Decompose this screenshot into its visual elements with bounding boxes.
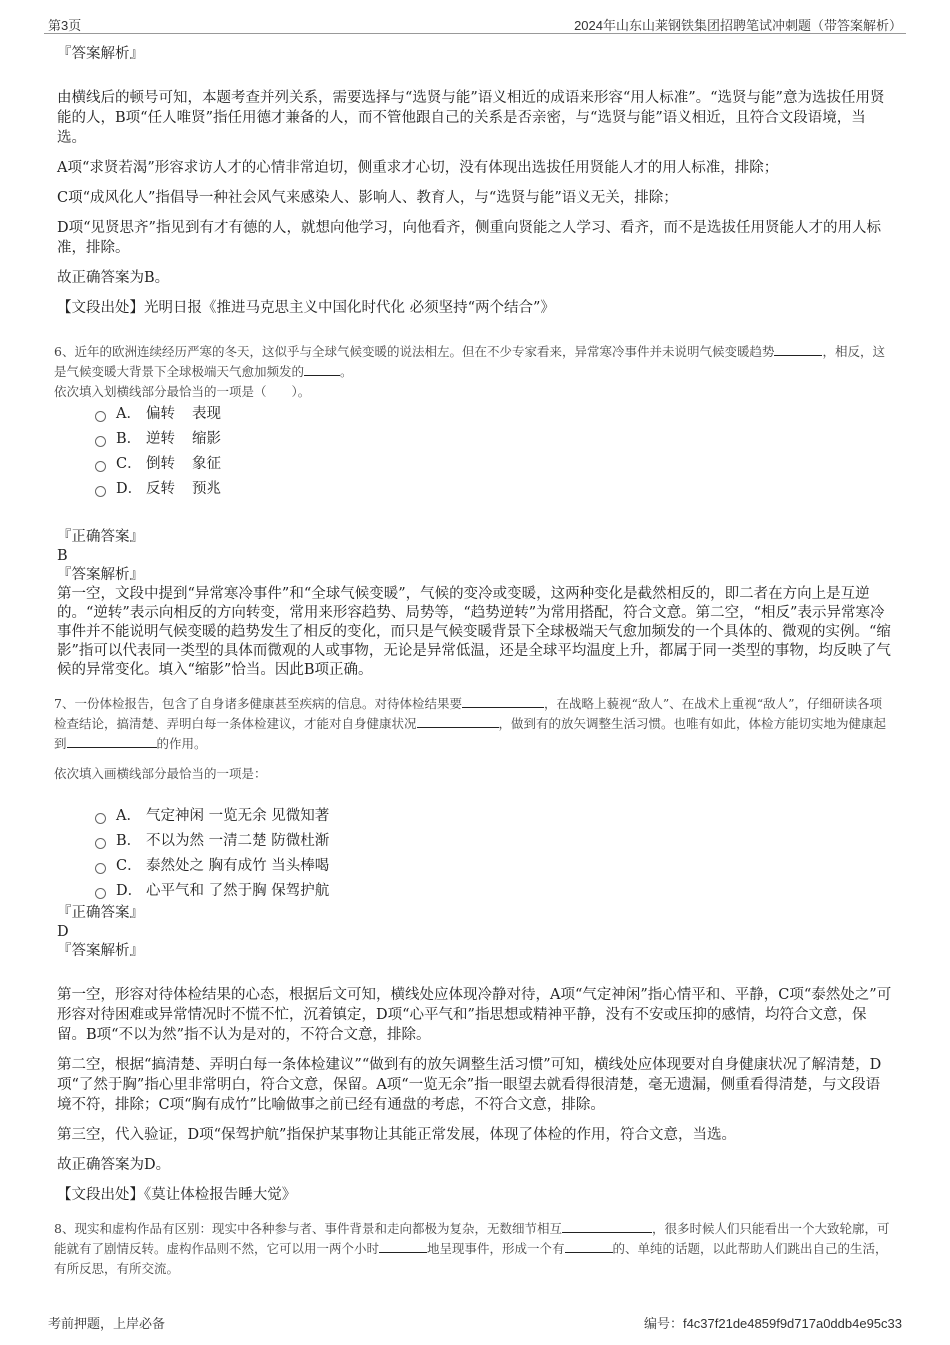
q6-correct-answer: B	[57, 548, 68, 564]
q6-options	[95, 402, 893, 502]
q6-option-d[interactable]: D． 反转 预兆	[95, 477, 893, 502]
q6-option-c[interactable]: C． 倒转 象征	[95, 452, 893, 477]
q5-analysis-p2: A项“求贤若渴”形容求访人才的心情非常迫切，侧重求才心切，没有体现出选拔任用贤能人才的用人标准，排除；	[57, 160, 779, 176]
q5-analysis-p4: D项“见贤思齐”指见到有才有德的人，就想向他学习，向他看齐，侧重向贤能之人学习、看齐，而不是选拔任用贤能人才的用人标准，排除。	[57, 220, 881, 256]
q6-analysis: 第一空，文段中提到“异常寒冷事件”和“全球气候变暖”，气候的变冷或变暖，这两种变化是截然相反的，即二者在方向上是互逆的。“逆转”表示向相反的方向转变，常用来形容趋势、局势等，“趋势逆转”为常用搭配，符合文意。第二空，“相反”表示异常寒冷事件并不能说明气候变暖的趋势发生了相反的变化，而只是气候变暖背景下全球极端天气愈加频发的一个具体的、微观的实例。“缩影”指可以代表同一类型的具体而微观的人或事物，无论是异常低温，还是全球平均温度上升，都属于同一类型的事物，均反映了气候的异常变化。填入“缩影”恰当。因此B项正确。	[57, 586, 891, 678]
radio-icon[interactable]	[95, 838, 106, 849]
q5-analysis-label: 『答案解析』	[57, 46, 144, 62]
q7-stem: 7、一份体检报告，包含了自身诸多健康甚至疾病的信息。对待体检结果要 ，在战略上藐视“敌人”、在战术上重视“敌人”，仔细研读各项检查结论，搞清楚、弄明白每一条体检建议，才能对自身健康状况 ，做到有的放矢调整生活习惯。也唯有如此，体检方能切实地为健康起到 的作用。	[54, 696, 887, 751]
q6-blank-1[interactable]	[774, 343, 822, 356]
q5-conclusion: 故正确答案为B。	[57, 270, 170, 286]
radio-icon[interactable]	[95, 461, 106, 472]
q8-blank-1[interactable]	[562, 1220, 652, 1233]
page-footer	[44, 1313, 906, 1333]
q7-blank-3[interactable]	[67, 735, 157, 748]
radio-icon[interactable]	[95, 436, 106, 447]
q7-blank-1[interactable]	[462, 695, 544, 708]
q6-blank-2[interactable]	[304, 363, 340, 376]
page-content	[54, 44, 893, 1279]
q7-option-c[interactable]: C． 泰然处之 胸有成竹 当头棒喝	[95, 854, 893, 879]
q7-correct-answer: D	[57, 924, 69, 940]
q5-analysis-p1: 由横线后的顿号可知，本题考查并列关系，需要选择与“选贤与能”语义相近的成语来形容“用人标准”。“选贤与能”意为选拔任用贤能的人，B项“任人唯贤”指任用德才兼备的人，而不管他跟自己的关系是否亲密，与“选贤与能”语义相近，且符合文段语境，当选。	[57, 90, 885, 146]
q8-stem: 8、现实和虚构作品有区别：现实中各种参与者、事件背景和走向都极为复杂，无数细节相互 ，很多时候人们只能看出一个大致轮廓，可能就有了剧情反转。虚构作品则不然，它可以用一两个小时 地呈现事件，形成一个有 的、单纯的话题，以此帮助人们跳出自己的生活，有所反思，有所交流。	[54, 1221, 890, 1276]
q7-analysis-p1: 第一空，形容对待体检结果的心态，根据后文可知，横线处应体现冷静对待，A项“气定神闲”指心情平和、平静，C项“泰然处之”可形容对待困难或异常情况时不慌不忙，沉着镇定，D项“心平气和”指思想或精神平静，没有不安或压抑的感情，均符合文意，保留。B项“不以为然”指不认为是对的，不符合文意，排除。	[57, 987, 892, 1043]
footer-slogan: 考前押题，上岸必备	[48, 1316, 166, 1331]
q7-conclusion: 故正确答案为D。	[57, 1157, 171, 1173]
radio-icon[interactable]	[95, 813, 106, 824]
page-header	[44, 13, 906, 34]
q7-blank-2[interactable]	[417, 715, 499, 728]
q7-option-a[interactable]: A． 气定神闲 一览无余 见微知著	[95, 804, 893, 829]
q6-analysis-label: 『答案解析』	[57, 567, 144, 583]
q7-instruction: 依次填入画横线部分最恰当的一项是：	[54, 766, 267, 781]
radio-icon[interactable]	[95, 486, 106, 497]
q6-option-b[interactable]: B． 逆转 缩影	[95, 427, 893, 452]
q7-options	[95, 804, 893, 904]
q6-option-a[interactable]: A． 偏转 表现	[95, 402, 893, 427]
q6-stem: 6、近年的欧洲连续经历严寒的冬天，这似乎与全球气候变暖的说法相左。但在不少专家看来，异常寒冷事件并未说明气候变暖趋势 ，相反，这是气候变暖大背景下全球极端天气愈加频发的 。	[54, 344, 885, 379]
q7-correct-label: 『正确答案』	[57, 905, 144, 921]
radio-icon[interactable]	[95, 411, 106, 422]
q5-source: 【文段出处】光明日报《推进马克思主义中国化时代化 必须坚持“两个结合”》	[57, 300, 555, 316]
q7-option-b[interactable]: B． 不以为然 一清二楚 防微杜渐	[95, 829, 893, 854]
q6-correct-label: 『正确答案』	[57, 529, 144, 545]
q8-blank-3[interactable]	[565, 1240, 613, 1253]
q7-option-d[interactable]: D． 心平气和 了然于胸 保驾护航	[95, 879, 893, 904]
q7-source: 【文段出处】《莫让体检报告睡大觉》	[57, 1187, 297, 1203]
page-number: 第3页	[48, 18, 82, 33]
q7-analysis-p2: 第二空，根据“搞清楚、弄明白每一条体检建议”“做到有的放矢调整生活习惯”可知，横线处应体现要对自身健康状况了解清楚，D项“了然于胸”指心里非常明白，符合文意，保留。A项“一览无余”指一眼望去就看得很清楚，毫无遗漏，侧重看得清楚，与文段语境不符，排除；C项“胸有成竹”比喻做事之前已经有通盘的考虑，不符合文意，排除。	[57, 1057, 882, 1113]
radio-icon[interactable]	[95, 888, 106, 899]
q6-instruction: 依次填入划横线部分最恰当的一项是（ ）。	[54, 384, 311, 399]
q8-blank-2[interactable]	[379, 1240, 427, 1253]
q5-analysis-p3: C项“成风化人”指倡导一种社会风气来感染人、影响人、教育人，与“选贤与能”语义无关，排除；	[57, 190, 678, 206]
q7-analysis-p3: 第三空，代入验证，D项“保驾护航”指保护某事物让其能正常发展，体现了体检的作用，符合文意，当选。	[57, 1127, 736, 1143]
document-code: 编号：f4c37f21de4859f9d717a0ddb4e95c33	[643, 1316, 902, 1331]
radio-icon[interactable]	[95, 863, 106, 874]
q7-analysis-label: 『答案解析』	[57, 943, 144, 959]
document-title: 2024年山东山莱钢铁集团招聘笔试冲刺题（带答案解析）	[574, 18, 902, 33]
